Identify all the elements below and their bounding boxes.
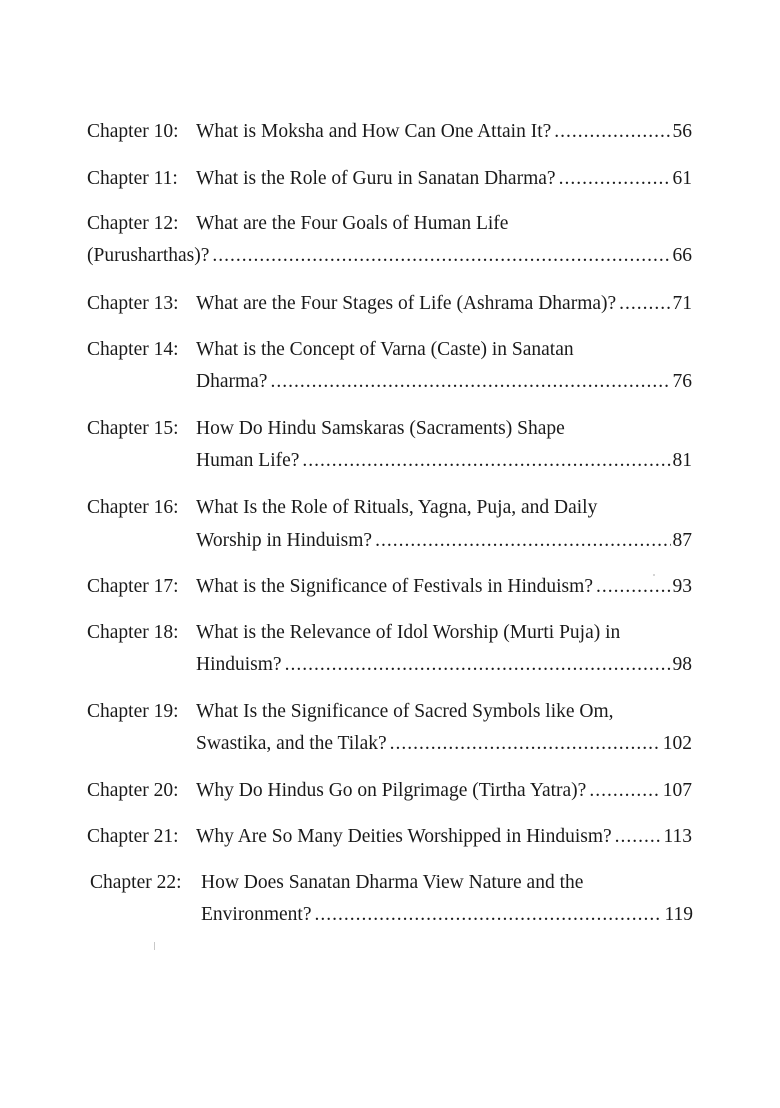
chapter-title-continued: Dharma? [196, 371, 268, 392]
dot-leader [212, 241, 670, 271]
chapter-title: What is Moksha and How Can One Attain It? [196, 121, 552, 142]
dot-leader [375, 526, 670, 556]
dot-leader [559, 164, 671, 194]
chapter-number: Chapter 14: [87, 339, 179, 360]
chapter-title: What is the Relevance of Idol Worship (Murti Puja) in [196, 622, 621, 643]
chapter-title: How Does Sanatan Dharma View Nature and the [201, 872, 584, 893]
chapter-number: Chapter 20: [87, 780, 179, 801]
chapter-title: What Is the Role of Rituals, Yagna, Puja, and Daily [196, 497, 598, 518]
paper-speck [653, 574, 655, 576]
chapter-title-continued: Hinduism? [196, 654, 282, 675]
page-number: 102 [662, 733, 692, 754]
chapter-title-continued: (Purusharthas)? [87, 245, 210, 266]
toc-line [201, 900, 693, 930]
page-number: 81 [672, 450, 692, 471]
chapter-number: Chapter 19: [87, 701, 179, 722]
page-number: 56 [672, 121, 692, 142]
toc-line [196, 822, 692, 852]
toc-line [196, 446, 692, 476]
page-number: 71 [672, 293, 692, 314]
dot-leader [615, 822, 662, 852]
toc-line [196, 117, 692, 147]
chapter-title: What are the Four Goals of Human Life [196, 213, 509, 234]
page-number: 93 [672, 576, 692, 597]
page-number: 113 [663, 826, 692, 847]
chapter-number: Chapter 11: [87, 168, 178, 189]
dot-leader [270, 367, 670, 397]
dot-leader [302, 446, 670, 476]
chapter-title: What is the Concept of Varna (Caste) in Sanatan [196, 339, 574, 360]
page-number: 107 [662, 780, 692, 801]
toc-line [196, 572, 692, 602]
page-number: 98 [672, 654, 692, 675]
toc-line [196, 367, 692, 397]
toc-line [196, 526, 692, 556]
chapter-number: Chapter 21: [87, 826, 179, 847]
toc-line [87, 241, 692, 271]
chapter-number: Chapter 18: [87, 622, 179, 643]
toc-line [196, 729, 692, 759]
chapter-title: How Do Hindu Samskaras (Sacraments) Shape [196, 418, 565, 439]
chapter-title-continued: Worship in Hinduism? [196, 530, 373, 551]
toc-line [196, 776, 692, 806]
chapter-number: Chapter 10: [87, 121, 179, 142]
chapter-title: What Is the Significance of Sacred Symbols like Om, [196, 701, 614, 722]
chapter-title-continued: Human Life? [196, 450, 300, 471]
chapter-title: Why Do Hindus Go on Pilgrimage (Tirtha Yatra)? [196, 780, 587, 801]
chapter-number: Chapter 16: [87, 497, 179, 518]
chapter-title: Why Are So Many Deities Worshipped in Hinduism? [196, 826, 612, 847]
toc-line [196, 289, 692, 319]
chapter-number: Chapter 17: [87, 576, 179, 597]
chapter-title-continued: Environment? [201, 904, 312, 925]
chapter-title-continued: Swastika, and the Tilak? [196, 733, 387, 754]
dot-leader [619, 289, 670, 319]
page-number: 61 [672, 168, 692, 189]
paper-speck [154, 942, 155, 950]
toc-line [196, 650, 692, 680]
dot-leader [285, 650, 671, 680]
chapter-title: What is the Significance of Festivals in Hinduism? [196, 576, 593, 597]
page-number: 76 [672, 371, 692, 392]
chapter-number: Chapter 13: [87, 293, 179, 314]
page-number: 87 [672, 530, 692, 551]
dot-leader [390, 729, 661, 759]
chapter-number: Chapter 22: [90, 872, 182, 893]
toc-line [196, 164, 692, 194]
dot-leader [596, 572, 671, 602]
dot-leader [554, 117, 670, 147]
chapter-title: What are the Four Stages of Life (Ashrama Dharma)? [196, 293, 617, 314]
page-number: 119 [664, 904, 693, 925]
chapter-number: Chapter 15: [87, 418, 179, 439]
page-number: 66 [672, 245, 692, 266]
dot-leader [314, 900, 662, 930]
dot-leader [589, 776, 660, 806]
chapter-number: Chapter 12: [87, 213, 179, 234]
chapter-title: What is the Role of Guru in Sanatan Dharma? [196, 168, 556, 189]
